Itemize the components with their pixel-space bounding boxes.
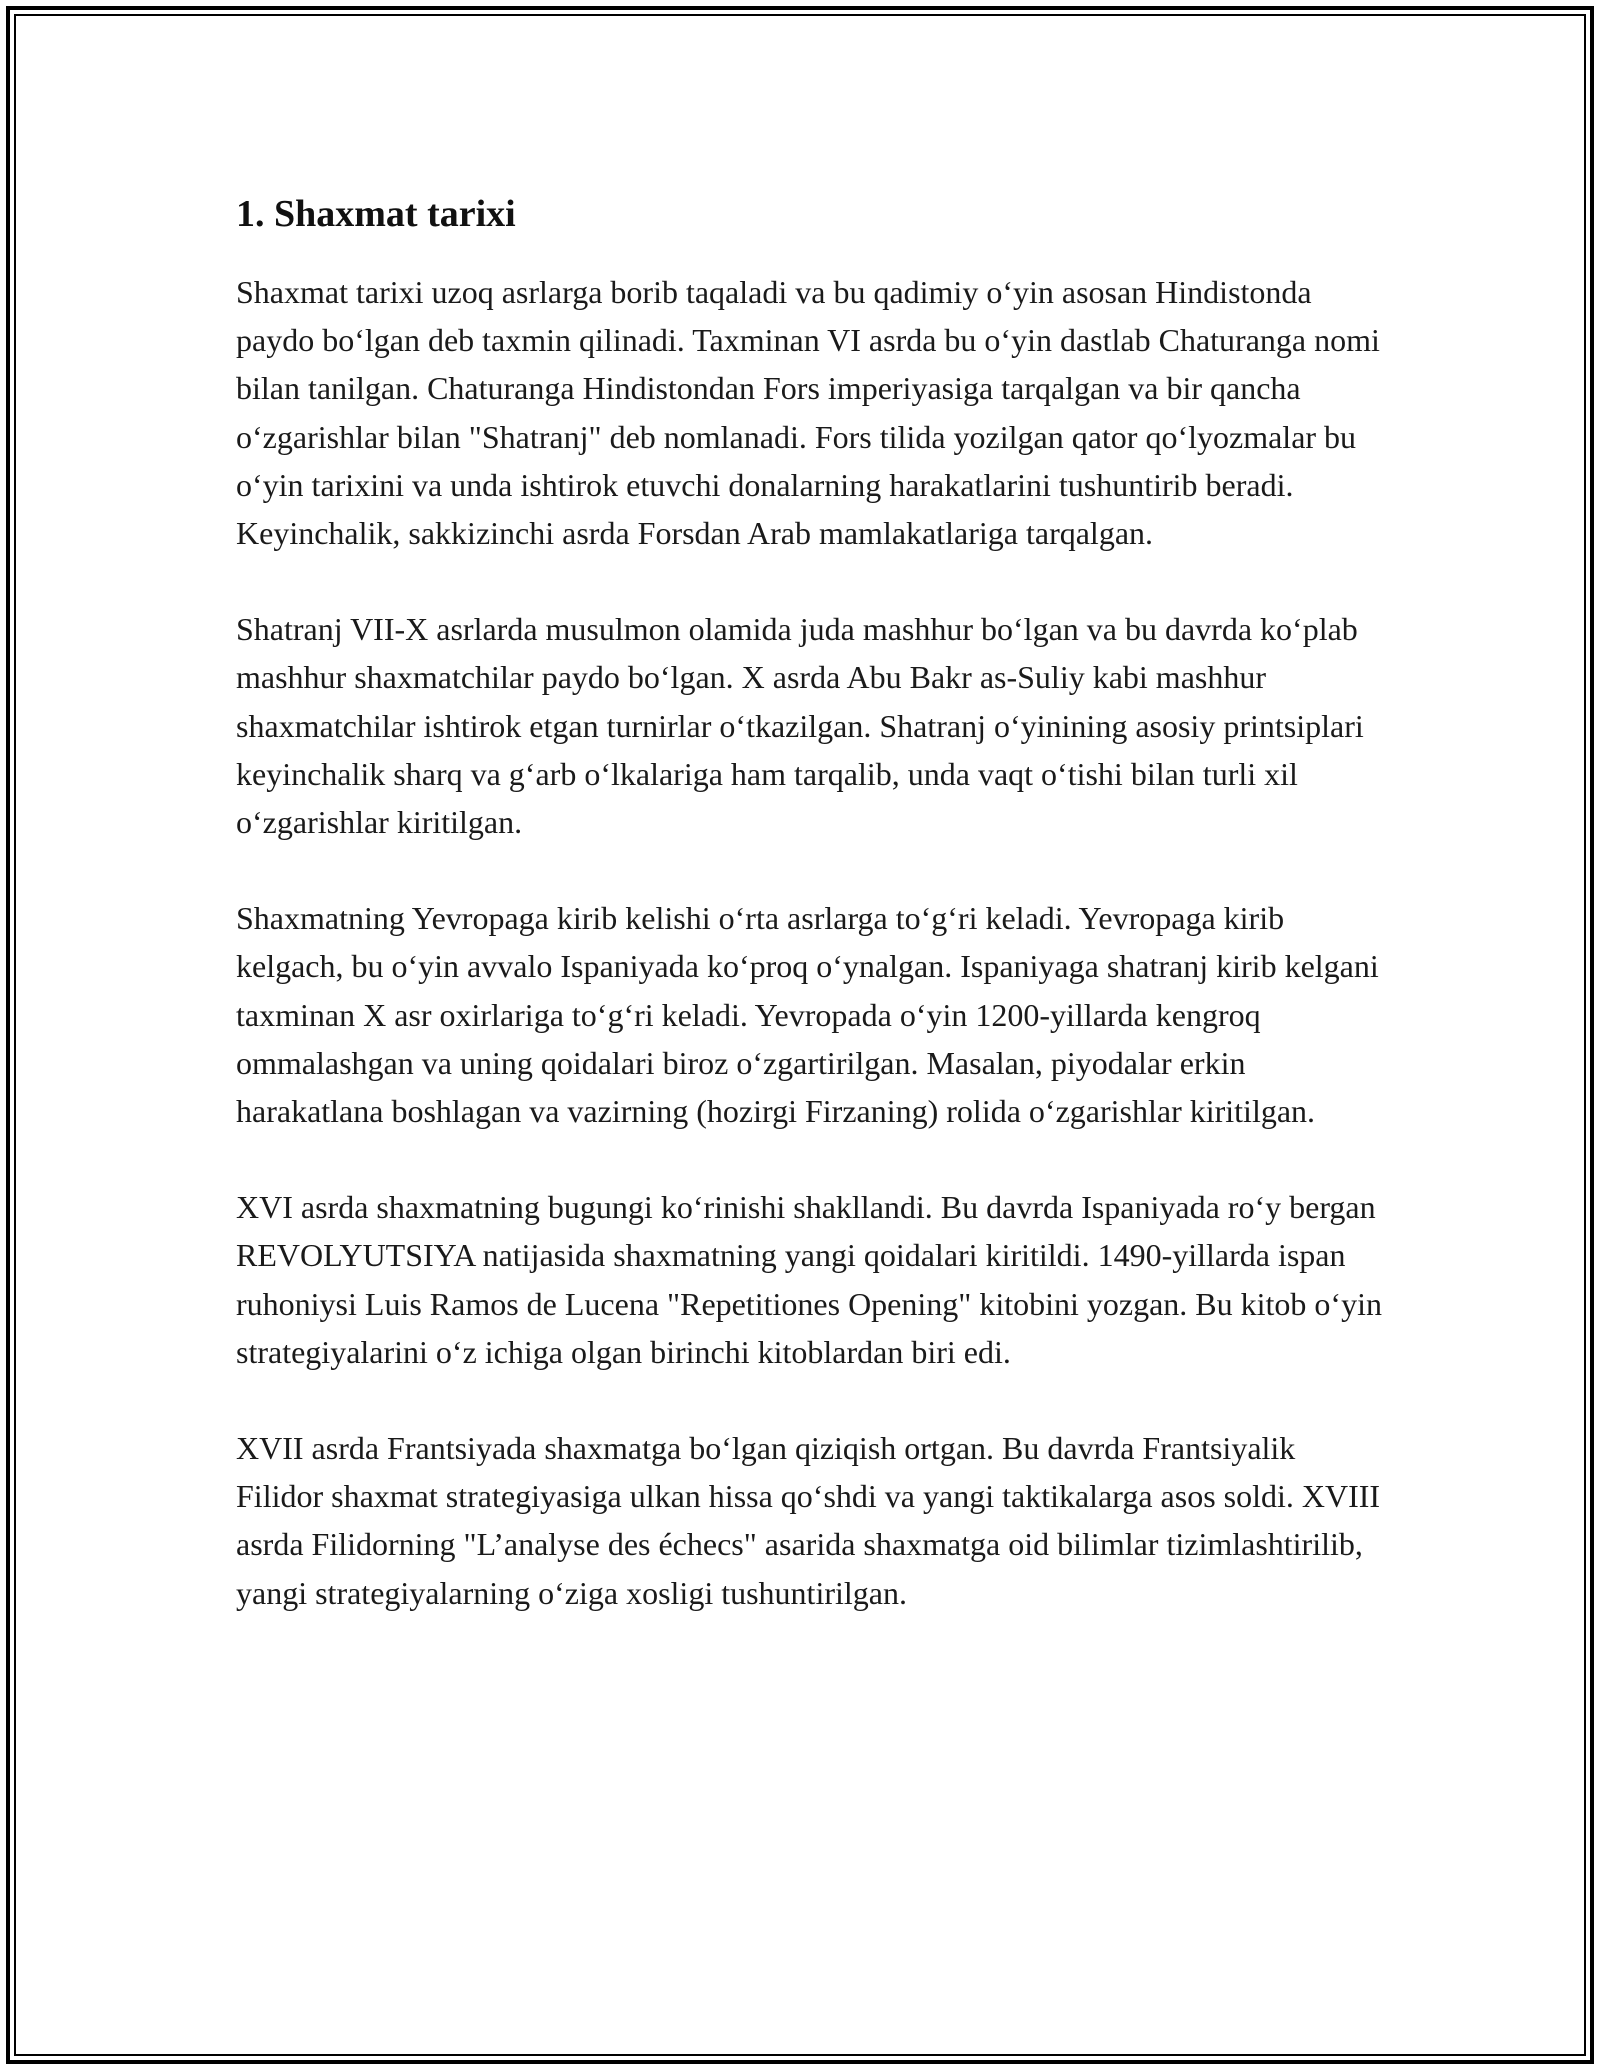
paragraph-shatranj: Shatranj VII-X asrlarda musulmon olamida juda mashhur bo‘lgan va bu davrda ko‘plab mashhur shaxmatchilar paydo bo‘lgan. X asrda Abu Bakr as-Suliy kabi mashhur shaxmatchilar ishtirok etgan turnirlar o‘tkazilgan. Shatranj o‘yinining asosiy printsiplari keyinchalik sharq va g‘arb o‘lkalariga ham tarqalib, unda vaqt o‘tishi bilan turli xil o‘zgarishlar kiritilgan. (236, 611, 1364, 841)
paragraph-xvi-century: XVI asrda shaxmatning bugungi ko‘rinishi shakllandi. Bu davrda Ispaniyada ro‘y bergan REVOLYUTSIYA natijasida shaxmatning yangi qoidalari kiritildi. 1490-yillarda ispan ruhoniysi Luis Ramos de Lucena "Repetitiones Opening" kitobini yozgan. Bu kitob o‘yin strategiyalarini o‘z ichiga olgan birinchi kitoblardan biri edi. (236, 1189, 1382, 1370)
paragraph-origins: Shaxmat tarixi uzoq asrlarga borib taqaladi va bu qadimiy o‘yin asosan Hindistonda paydo bo‘lgan deb taxmin qilinadi. Taxminan VI asrda bu o‘yin dastlab Chaturanga nomi bilan tanilgan. Chaturanga Hindistondan Fors imperiyasiga tarqalgan va bir qancha o‘zgarishlar bilan "Shatranj" deb nomlanadi. Fors tilida yozilgan qator qo‘lyozmalar bu o‘yin tarixini va unda ishtirok etuvchi donalarning harakatlarini tushuntirib beradi. Keyinchalik, sakkizinchi asrda Forsdan Arab mamlakatlariga tarqalgan. (236, 274, 1380, 552)
paragraph-europe: Shaxmatning Yevropaga kirib kelishi o‘rta asrlarga to‘g‘ri keladi. Yevropaga kirib kelgach, bu o‘yin avvalo Ispaniyada ko‘proq o‘ynalgan. Ispaniyaga shatranj kirib kelgani taxminan X asr oxirlariga to‘g‘ri keladi. Yevropada o‘yin 1200-yillarda kengroq ommalashgan va uning qoidalari biroz o‘zgartirilgan. Masalan, piyodalar erkin harakatlana boshlagan va vazirning (hozirgi Firzaning) rolida o‘zgarishlar kiritilgan. (236, 900, 1379, 1130)
document-body (236, 186, 1386, 1665)
paragraph-xvii-century: XVII asrda Frantsiyada shaxmatga bo‘lgan qiziqish ortgan. Bu davrda Frantsiyalik Filidor shaxmat strategiyasiga ulkan hissa qo‘shdi va yangi taktikalarga asos soldi. XVIII asrda Filidorning "L’analyse des échecs" asarida shaxmatga oid bilimlar tizimlashtirilib, yangi strategiyalarning o‘ziga xosligi tushuntirilgan. (236, 1430, 1381, 1611)
section-heading: 1. Shaxmat tarixi (236, 193, 516, 235)
